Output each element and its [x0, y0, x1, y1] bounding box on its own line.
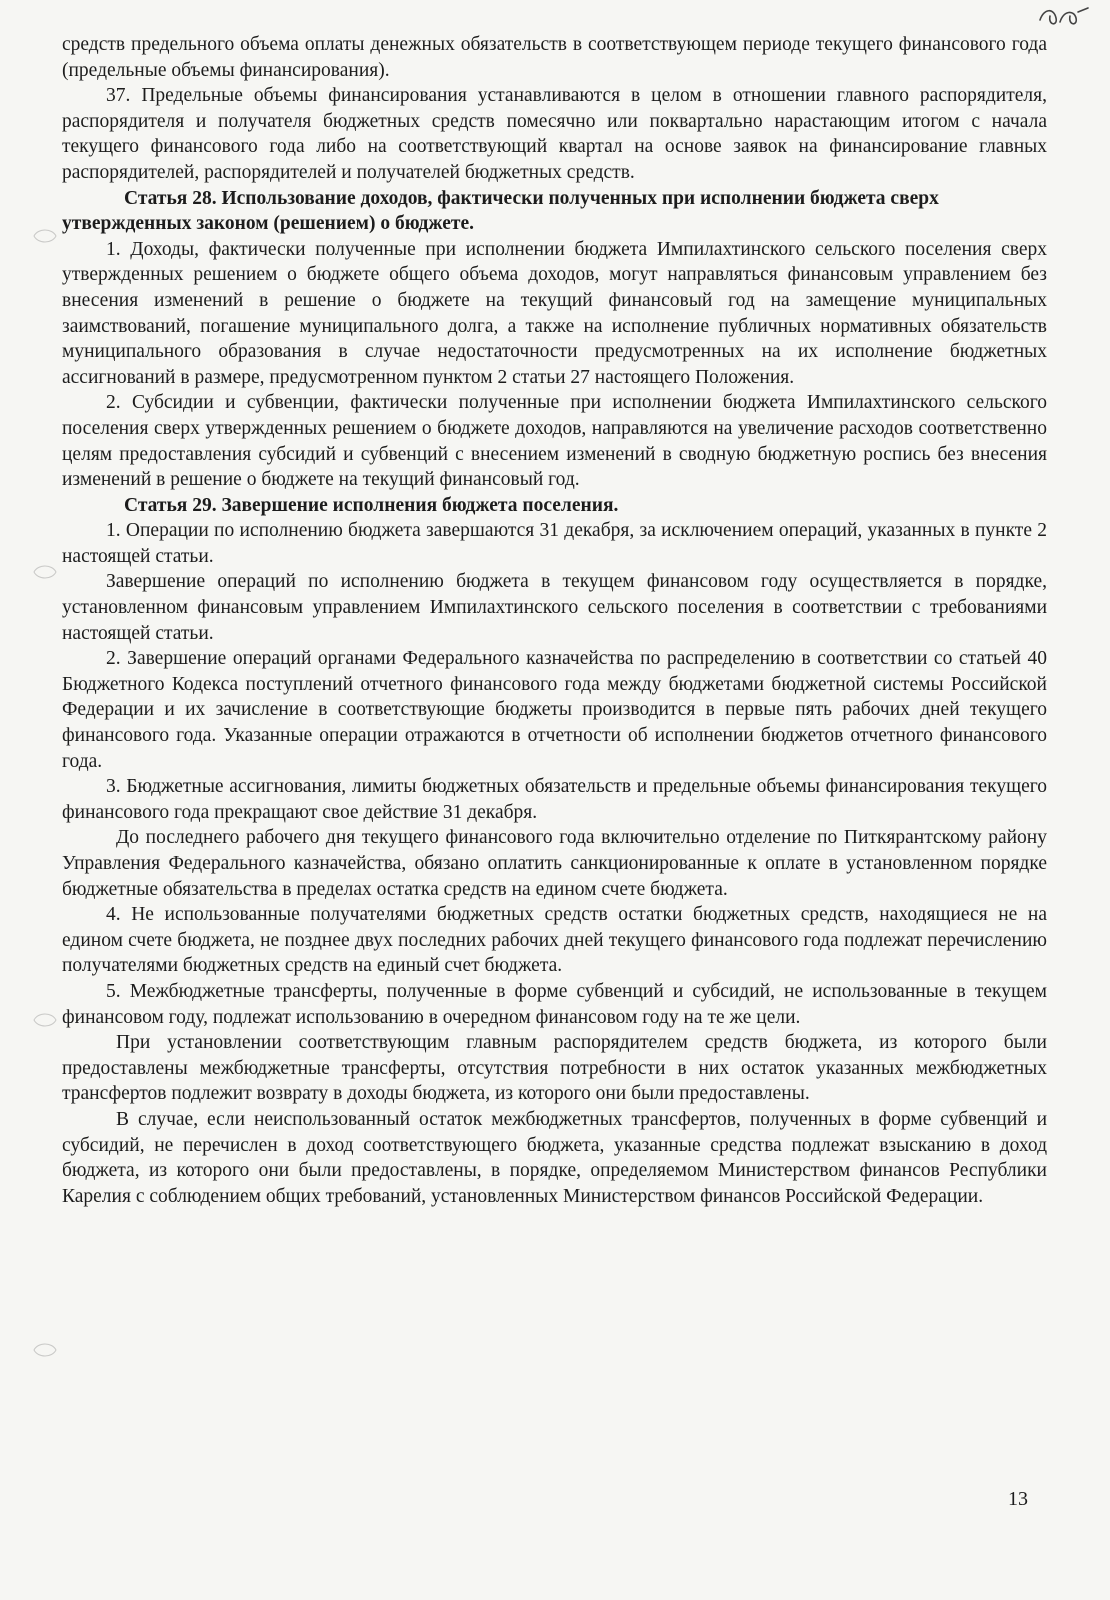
article-28-paragraph-1: 1. Доходы, фактически полученные при исполнении бюджета Импилахтинского сельского поселения сверх утвержденных решением о бюджете общего объема доходов, могут направляться финансовым управлением без внесения изменений в решение о бюджете на текущий финансовый год на замещение муниципальных заимствований, погашение муниципального долга, а также на исполнение публичных нормативных обязательств муниципального образования в случае недостаточности предусмотренных на их исполнение бюджетных ассигнований в размере, предусмотренном пунктом 2 статьи 27 настоящего Положения. [62, 238, 1047, 388]
punch-hole-mark-icon [30, 562, 60, 582]
article-29-paragraph-1b: Завершение операций по исполнению бюджета в текущем финансовом году осуществляется в порядке, установленном финансовым управлением Импилахтинского сельского поселения в соответствии с требованиями настоящей статьи. [62, 571, 1047, 644]
article-29-paragraph-4: 4. Не использованные получателями бюджетных средств остатки бюджетных средств, находящиеся не на едином счете бюджета, не позднее двух последних рабочих дней текущего финансового года подлежат перечислению получателями бюджетных средств на единый счет бюджета. [62, 904, 1047, 977]
article-28-heading: Статья 28. Использование доходов, фактически полученных при исполнении бюджета сверх утвержденных законом (решением) о бюджете. [62, 187, 939, 235]
article-29-paragraph-1: 1. Операции по исполнению бюджета завершаются 31 декабря, за исключением операций, указанных в пункте 2 настоящей статьи. [62, 520, 1047, 567]
article-29-paragraph-2: 2. Завершение операций органами Федерального казначейства по распределению в соответствии со статьей 40 Бюджетного Кодекса поступлений отчетного финансового года между бюджетами бюджетной системы Российской Федерации и их зачисление в соответствующие бюджеты производится в первые пять рабочих дней текущего финансового года. Указанные операции отражаются в отчетности об исполнении бюджетов отчетного финансового года. [62, 648, 1047, 772]
document-body [62, 32, 1047, 1209]
paragraph-37: 37. Предельные объемы финансирования устанавливаются в целом в отношении главного распорядителя, распорядителя и получателя бюджетных средств помесячно или поквартально нарастающим итогом с начала текущего финансового года либо на соответствующий квартал на основе заявок на финансирование главных распорядителей, распорядителей и получателей бюджетных средств. [62, 85, 1047, 183]
article-29-heading: Статья 29. Завершение исполнения бюджета поселения. [124, 494, 619, 516]
article-29-paragraph-5: 5. Межбюджетные трансферты, полученные в форме субвенций и субсидий, не использованные в текущем финансовом году, подлежат использованию в очередном финансовом году на те же цели. [62, 980, 1047, 1028]
article-29-paragraph-3: 3. Бюджетные ассигнования, лимиты бюджетных обязательств и предельные объемы финансирования текущего финансового года прекращают свое действие 31 декабря. [62, 776, 1047, 823]
punch-hole-mark-icon [30, 1010, 60, 1030]
article-29-paragraph-5c: В случае, если неиспользованный остаток межбюджетных трансфертов, полученных в форме субвенций и субсидий, не перечислен в доход соответствующего бюджета, указанные средства подлежат взысканию в доход бюджета, из которого они были предоставлены, в порядке, определяемом Министерством финансов Республики Карелия с соблюдением общих требований, установленных Министерством финансов Российской Федерации. [62, 1108, 1047, 1207]
punch-hole-mark-icon [30, 1340, 60, 1360]
handwritten-mark-icon [1034, 4, 1092, 28]
article-29-paragraph-3b: До последнего рабочего дня текущего финансового года включительно отделение по Питкярантскому району Управления Федерального казначейства, обязано оплатить санкционированные к оплате в установленном порядке бюджетные обязательства в пределах остатка средств на едином счете бюджета. [62, 827, 1047, 900]
article-29-paragraph-5b: При установлении соответствующим главным распорядителем средств бюджета, из которого были предоставлены межбюджетные трансферты, отсутствия потребности в них остаток указанных межбюджетных трансфертов подлежит возврату в доходы бюджета, из которого они были предоставлены. [62, 1032, 1047, 1105]
paragraph-intro: средств предельного объема оплаты денежных обязательств в соответствующем периоде текущего финансового года (предельные объемы финансирования). [62, 34, 1047, 81]
punch-hole-mark-icon [30, 226, 60, 246]
page-number: 13 [1008, 1488, 1028, 1510]
article-28-paragraph-2: 2. Субсидии и субвенции, фактически полученные при исполнении бюджета Импилахтинского сельского поселения сверх утвержденных решением о бюджете доходов, направляются на увеличение расходов соответственно целям предоставления субсидий и субвенций с внесением изменений в сводную бюджетную роспись без внесения изменений в решение о бюджете на текущий финансовый год. [62, 392, 1047, 491]
